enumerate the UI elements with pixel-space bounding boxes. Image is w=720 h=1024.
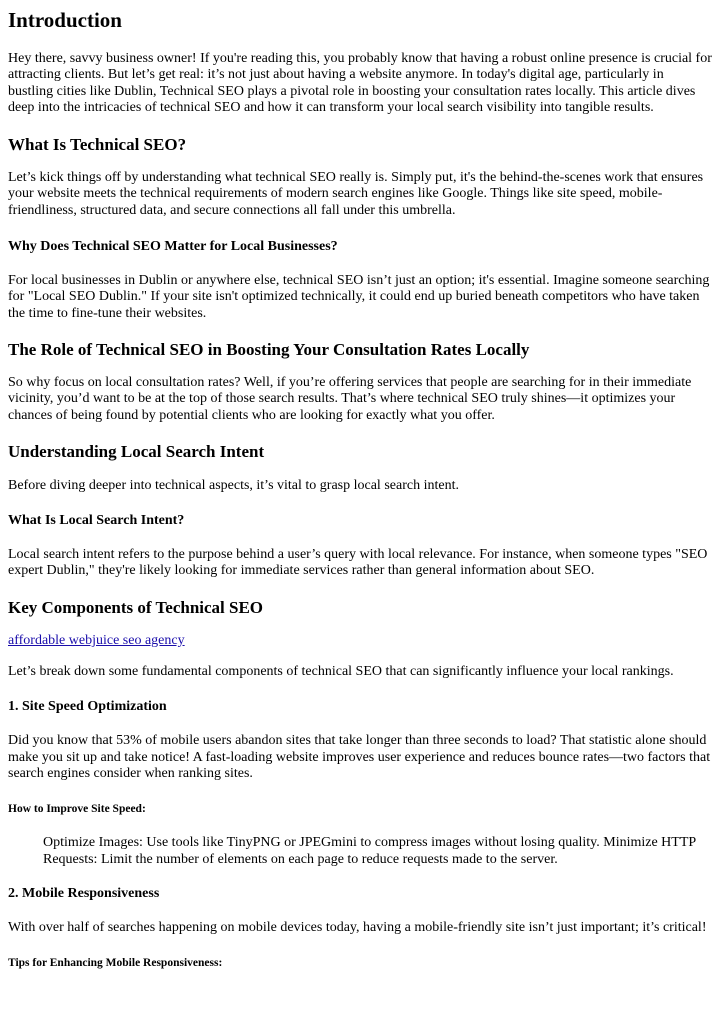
quote-site-speed-tips: Optimize Images: Use tools like TinyPNG or JPEGmini to compress images without losing quality. Minimize HTTP Requests: Limit the number of elements on each page to reduce requests made to the server. <box>43 835 696 867</box>
heading-what-is-technical-seo: What Is Technical SEO? <box>8 135 187 155</box>
heading-tips-mobile: Tips for Enhancing Mobile Responsiveness: <box>8 957 223 970</box>
heading-local-search-intent: Understanding Local Search Intent <box>8 441 265 461</box>
paragraph-mobile-responsiveness: With over half of searches happening on mobile devices today, having a mobile-friendly site isn’t just important; it’s critical! <box>8 919 707 935</box>
heading-site-speed: 1. Site Speed Optimization <box>8 699 167 715</box>
heading-role-of-technical-seo: The Role of Technical SEO in Boosting Your Consultation Rates Locally <box>8 339 530 359</box>
paragraph-local-search-intent: Before diving deeper into technical aspects, it’s vital to grasp local search intent. <box>8 477 459 493</box>
paragraph-key-components: Let’s break down some fundamental components of technical SEO that can significantly influence your local rankings. <box>8 664 674 680</box>
agency-link[interactable]: affordable webjuice seo agency <box>8 632 185 648</box>
paragraph-site-speed: Did you know that 53% of mobile users abandon sites that take longer than three seconds to load? That statistic alone should make you sit up and take notice! A fast-loading website improves user experience and reduces bounce rates—two factors that search engines consider when ranking sites. <box>8 733 711 781</box>
heading-improve-site-speed: How to Improve Site Speed: <box>8 803 146 816</box>
article <box>0 7 720 971</box>
paragraph-introduction: Hey there, savvy business owner! If you're reading this, you probably know that having a robust online presence is crucial for attracting clients. But let’s get real: it’s not just about having a website anymore. In today's digital age, particularly in bustling cities like Dublin, Technical SEO plays a pivotal role in boosting your consultation rates locally. This article dives deep into the intricacies of technical SEO and how it can transform your local search visibility into tangible results. <box>8 51 712 115</box>
paragraph-what-is-technical-seo: Let’s kick things off by understanding what technical SEO really is. Simply put, it's the behind-the-scenes work that ensures your website meets the technical requirements of modern search engines like Google. Things like site speed, mobile-friendliness, structured data, and secure connections all fall under this umbrella. <box>8 170 704 218</box>
heading-why-matter: Why Does Technical SEO Matter for Local Businesses? <box>8 239 338 255</box>
heading-introduction: Introduction <box>8 8 122 32</box>
paragraph-role-of-technical-seo: So why focus on local consultation rates? Well, if you’re offering services that people are searching for in their immediate vicinity, you’d want to be at the top of those search results. That’s where technical SEO truly shines—it optimizes your chances of being found by potential clients who are looking for exactly what you offer. <box>8 374 692 423</box>
heading-what-is-local-search-intent: What Is Local Search Intent? <box>8 513 185 529</box>
heading-key-components: Key Components of Technical SEO <box>8 597 264 617</box>
heading-mobile-responsiveness: 2. Mobile Responsiveness <box>8 885 160 901</box>
paragraph-why-matter: For local businesses in Dublin or anywhere else, technical SEO isn’t just an option; it's essential. Imagine someone searching for "Local SEO Dublin." If your site isn't optimized technically, it could end up buried beneath competitors who have taken the time to fine-tune their websites. <box>8 273 710 321</box>
paragraph-what-is-local-search-intent: Local search intent refers to the purpose behind a user’s query with local relevance. For instance, when someone types "SEO expert Dublin," they're likely looking for immediate services rather than general information about SEO. <box>8 547 708 579</box>
